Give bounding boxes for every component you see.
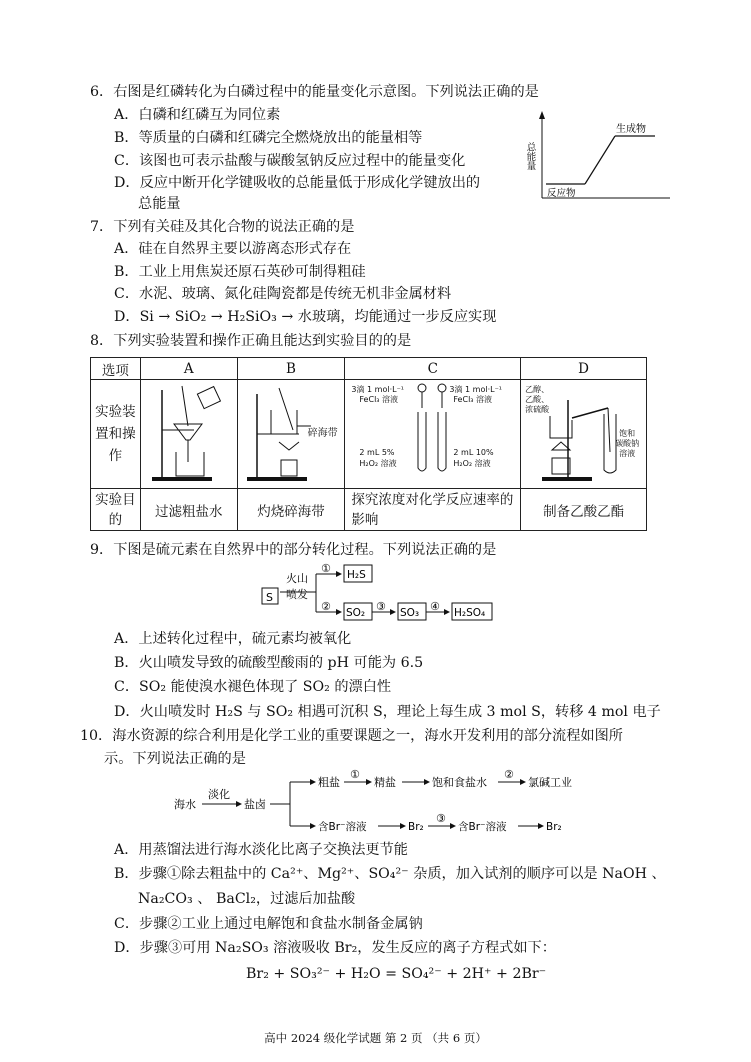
step4-label: ④ <box>430 600 440 613</box>
seawater-flow-diagram <box>170 766 590 840</box>
header-option: 选项 <box>91 358 141 380</box>
q6-stem: 6．右图是红磷转化为白磷过程中的能量变化示意图。下列说法正确的是 <box>90 84 539 100</box>
q7-option-d: D．Si → SiO₂ → H₂SiO₃ → 水玻璃，均能通过一步反应实现 <box>114 309 497 325</box>
header-a: A <box>140 358 237 380</box>
bromide-solution-1: 含Br⁻溶液 <box>318 821 367 833</box>
step2-label: ② <box>321 600 331 613</box>
c-left-top: 3滴 1 mol·L⁻¹ <box>351 385 404 394</box>
q10-option-b-cont: Na₂CO₃ 、 BaCl₂，过滤后加盐酸 <box>138 891 356 907</box>
q10-option-c: C．步骤②工业上通过电解饱和食盐水制备金属钠 <box>114 916 423 932</box>
q8-stem: 8．下列实验装置和操作正确且能达到实验目的的是 <box>90 333 412 349</box>
d-label2: 乙酸、 <box>525 395 550 404</box>
purpose-d: 制备乙酸乙酯 <box>521 489 647 531</box>
q7-option-a: A．硅在自然界主要以游离态形式存在 <box>114 241 352 257</box>
header-b: B <box>237 358 345 380</box>
chlor-alkali-label: 氯碱工业 <box>528 776 572 789</box>
energy-axis-label: 总能量 <box>524 142 536 171</box>
c-right-top: 3滴 1 mol·L⁻¹ <box>449 385 502 394</box>
q9-option-d: D．火山喷发时 H₂S 与 SO₂ 相遇可沉积 S，理论上每生成 3 mol S，转移 4 mol 电子 <box>114 704 661 720</box>
h2s-box: H₂S <box>347 569 366 581</box>
purpose-b: 灼烧碎海带 <box>237 489 345 531</box>
seaweed-label: 碎海带 <box>307 428 338 439</box>
refined-salt-label: 精盐 <box>374 776 396 789</box>
step1-label: ① <box>321 562 331 575</box>
crude-salt-label: 粗盐 <box>318 776 340 789</box>
apparatus-b <box>237 380 345 489</box>
reactant-label: 反应物 <box>547 188 576 199</box>
d-label6: 溶液 <box>619 449 636 458</box>
energy-diagram <box>520 110 680 205</box>
q6-option-c: C．该图也可表示盐酸与碳酸氢钠反应过程中的能量变化 <box>114 153 466 169</box>
q6-option-a: A．白磷和红磷互为同位素 <box>114 107 281 123</box>
filtration-apparatus <box>142 380 236 484</box>
q9-option-b: B．火山喷发导致的硫酸型酸雨的 pH 可能为 6.5 <box>114 655 424 671</box>
page-footer: 高中 2024 级化学试题 第 2 页 （共 6 页） <box>264 1031 487 1045</box>
q6-option-d-cont: 总能量 <box>138 196 181 212</box>
saturated-brine-label: 饱和食盐水 <box>432 776 487 789</box>
d-label4: 饱和 <box>619 429 636 438</box>
row-purpose-label: 实验目的 <box>91 489 141 531</box>
s-box: S <box>266 591 273 604</box>
apparatus-c <box>345 380 521 489</box>
q10-stem-line2: 示。下列说法正确的是 <box>104 751 246 767</box>
q7-option-b: B．工业上用焦炭还原石英砂可制得粗硅 <box>114 264 366 280</box>
c-left-bot2: H₂O₂ 溶液 <box>359 459 397 468</box>
desalination-label: 淡化 <box>208 788 230 801</box>
step3-label: ③ <box>376 600 386 613</box>
q9-stem: 9．下图是硫元素在自然界中的部分转化过程。下列说法正确的是 <box>90 542 497 558</box>
volcano-label2: 喷发 <box>286 588 308 601</box>
sulfur-cycle-diagram <box>258 560 498 630</box>
purpose-a: 过滤粗盐水 <box>140 489 237 531</box>
h2so4-box: H₂SO₄ <box>454 607 486 619</box>
step2-marker: ② <box>504 768 514 781</box>
header-c: C <box>345 358 521 380</box>
experiment-table <box>90 357 647 531</box>
d-label5: 碳酸钠 <box>615 439 640 448</box>
q9-option-c: C．SO₂ 能使溴水褪色体现了 SO₂ 的漂白性 <box>114 679 392 695</box>
c-left-bot1: 2 mL 5% <box>359 448 395 457</box>
ionic-equation: Br₂ + SO₃²⁻ + H₂O = SO₄²⁻ + 2H⁺ + 2Br⁻ <box>246 966 547 982</box>
q6-option-b: B．等质量的白磷和红磷完全燃烧放出的能量相等 <box>114 130 423 146</box>
seawater-label: 海水 <box>174 798 196 811</box>
d-label3: 浓硫酸 <box>525 405 550 414</box>
q6-option-d: D．反应中断开化学键吸收的总能量低于形成化学键放出的 <box>114 175 481 191</box>
product-label: 生成物 <box>616 124 646 135</box>
q10-stem-line1: 10．海水资源的综合利用是化学工业的重要课题之一，海水开发利用的部分流程如图所 <box>80 728 623 744</box>
brine-label: 盐卤 <box>244 798 266 811</box>
q10-option-a: A．用蒸馏法进行海水淡化比离子交换法更节能 <box>114 842 408 858</box>
row-apparatus-label: 实验装置和操作 <box>91 380 141 489</box>
bromide-solution-2: 含Br⁻溶液 <box>458 821 507 833</box>
header-d: D <box>521 358 647 380</box>
so3-box: SO₃ <box>400 607 420 619</box>
volcano-label1: 火山 <box>286 572 308 585</box>
so2-box: SO₂ <box>346 607 366 619</box>
apparatus-a <box>140 380 237 489</box>
q10-option-b: B．步骤①除去粗盐中的 Ca²⁺、Mg²⁺、SO₄²⁻ 杂质，加入试剂的顺序可以是 NaOH 、 <box>114 866 666 882</box>
q7-option-c: C．水泥、玻璃、氮化硅陶瓷都是传统无机非金属材料 <box>114 286 452 302</box>
c-right-mid: FeCl₃ 溶液 <box>453 395 493 404</box>
c-right-bot2: H₂O₂ 溶液 <box>453 459 491 468</box>
bromine-2: Br₂ <box>546 821 562 833</box>
bromine-1: Br₂ <box>408 821 424 833</box>
step3-marker: ③ <box>436 812 446 825</box>
d-label1: 乙醇、 <box>525 385 550 394</box>
c-left-mid: FeCl₃ 溶液 <box>359 395 399 404</box>
q7-stem: 7．下列有关硅及其化合物的说法正确的是 <box>90 219 355 235</box>
q9-option-a: A．上述转化过程中，硫元素均被氧化 <box>114 631 352 647</box>
c-right-bot1: 2 mL 10% <box>453 448 494 457</box>
q10-option-d: D．步骤③可用 Na₂SO₃ 溶液吸收 Br₂，发生反应的离子方程式如下： <box>114 940 556 956</box>
step1-marker: ① <box>350 768 360 781</box>
purpose-c: 探究浓度对化学反应速率的影响 <box>345 489 521 531</box>
apparatus-d <box>521 380 647 489</box>
